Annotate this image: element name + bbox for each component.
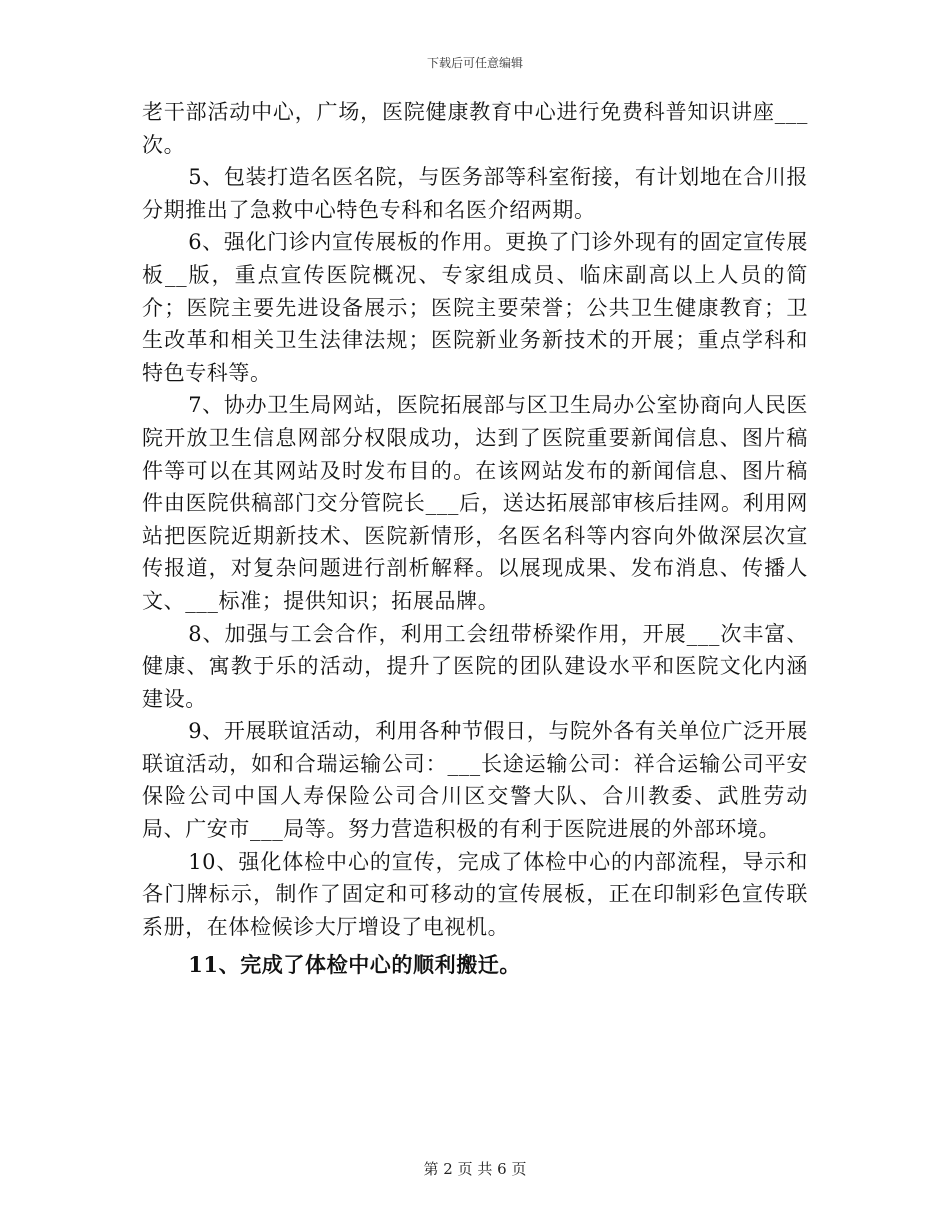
page-header: 下载后可任意编辑 xyxy=(426,56,523,70)
paragraph-item-5: 5、包装打造名医名院，与医务部等科室衔接，有计划地在合川报分期推出了急救中心特色专科和名医介绍两期。 xyxy=(142,165,808,222)
paragraph-item-10: 10、强化体检中心的宣传，完成了体检中心的内部流程，导示和各门牌标示，制作了固定和可移动的宣传展板，正在印制彩色宣传联系册，在体检候诊大厅增设了电视机。 xyxy=(142,849,808,939)
paragraph-item-7: 7、协办卫生局网站，医院拓展部与区卫生局办公室协商向人民医院开放卫生信息网部分权限成功，达到了医院重要新闻信息、图片稿件等可以在其网站及时发布目的。在该网站发布的新闻信息、图片稿件由医院供稿部门交分管院长___后，送达拓展部审核后挂网。利用网站把医院近期新技术、医院新情形，名医名科等内容向外做深层次宣传报道，对复杂问题进行剖析解释。以展现成果、发布消息、传播人文、___标准；提供知识；拓展品牌。 xyxy=(142,393,808,613)
paragraph-continuation: 老干部活动中心，广场，医院健康教育中心进行免费科普知识讲座___次。 xyxy=(142,100,808,157)
page-number: 第 2 页 共 6 页 xyxy=(423,1160,527,1178)
paragraph-item-9: 9、开展联谊活动，利用各种节假日，与院外各有关单位广泛开展联谊活动，如和合瑞运输公司：___长途运输公司：祥合运输公司平安保险公司中国人寿保险公司合川区交警大队、合川教委、武胜劳动局、广安市___局等。努力营造积极的有利于医院进展的外部环境。 xyxy=(142,719,808,842)
document-body xyxy=(142,96,808,982)
paragraph-item-8: 8、加强与工会合作，利用工会纽带桥梁作用，开展___次丰富、健康、寓教于乐的活动，提升了医院的团队建设水平和医院文化内涵建设。 xyxy=(142,621,808,711)
paragraph-item-6: 6、强化门诊内宣传展板的作用。更换了门诊外现有的固定宣传展板__版，重点宣传医院概况、专家组成员、临床副高以上人员的简介；医院主要先进设备展示；医院主要荣誉；公共卫生健康教育；卫生改革和相关卫生法律法规；医院新业务新技术的开展；重点学科和特色专科等。 xyxy=(142,230,808,385)
paragraph-item-11: 11、完成了体检中心的顺利搬迁。 xyxy=(188,952,522,978)
